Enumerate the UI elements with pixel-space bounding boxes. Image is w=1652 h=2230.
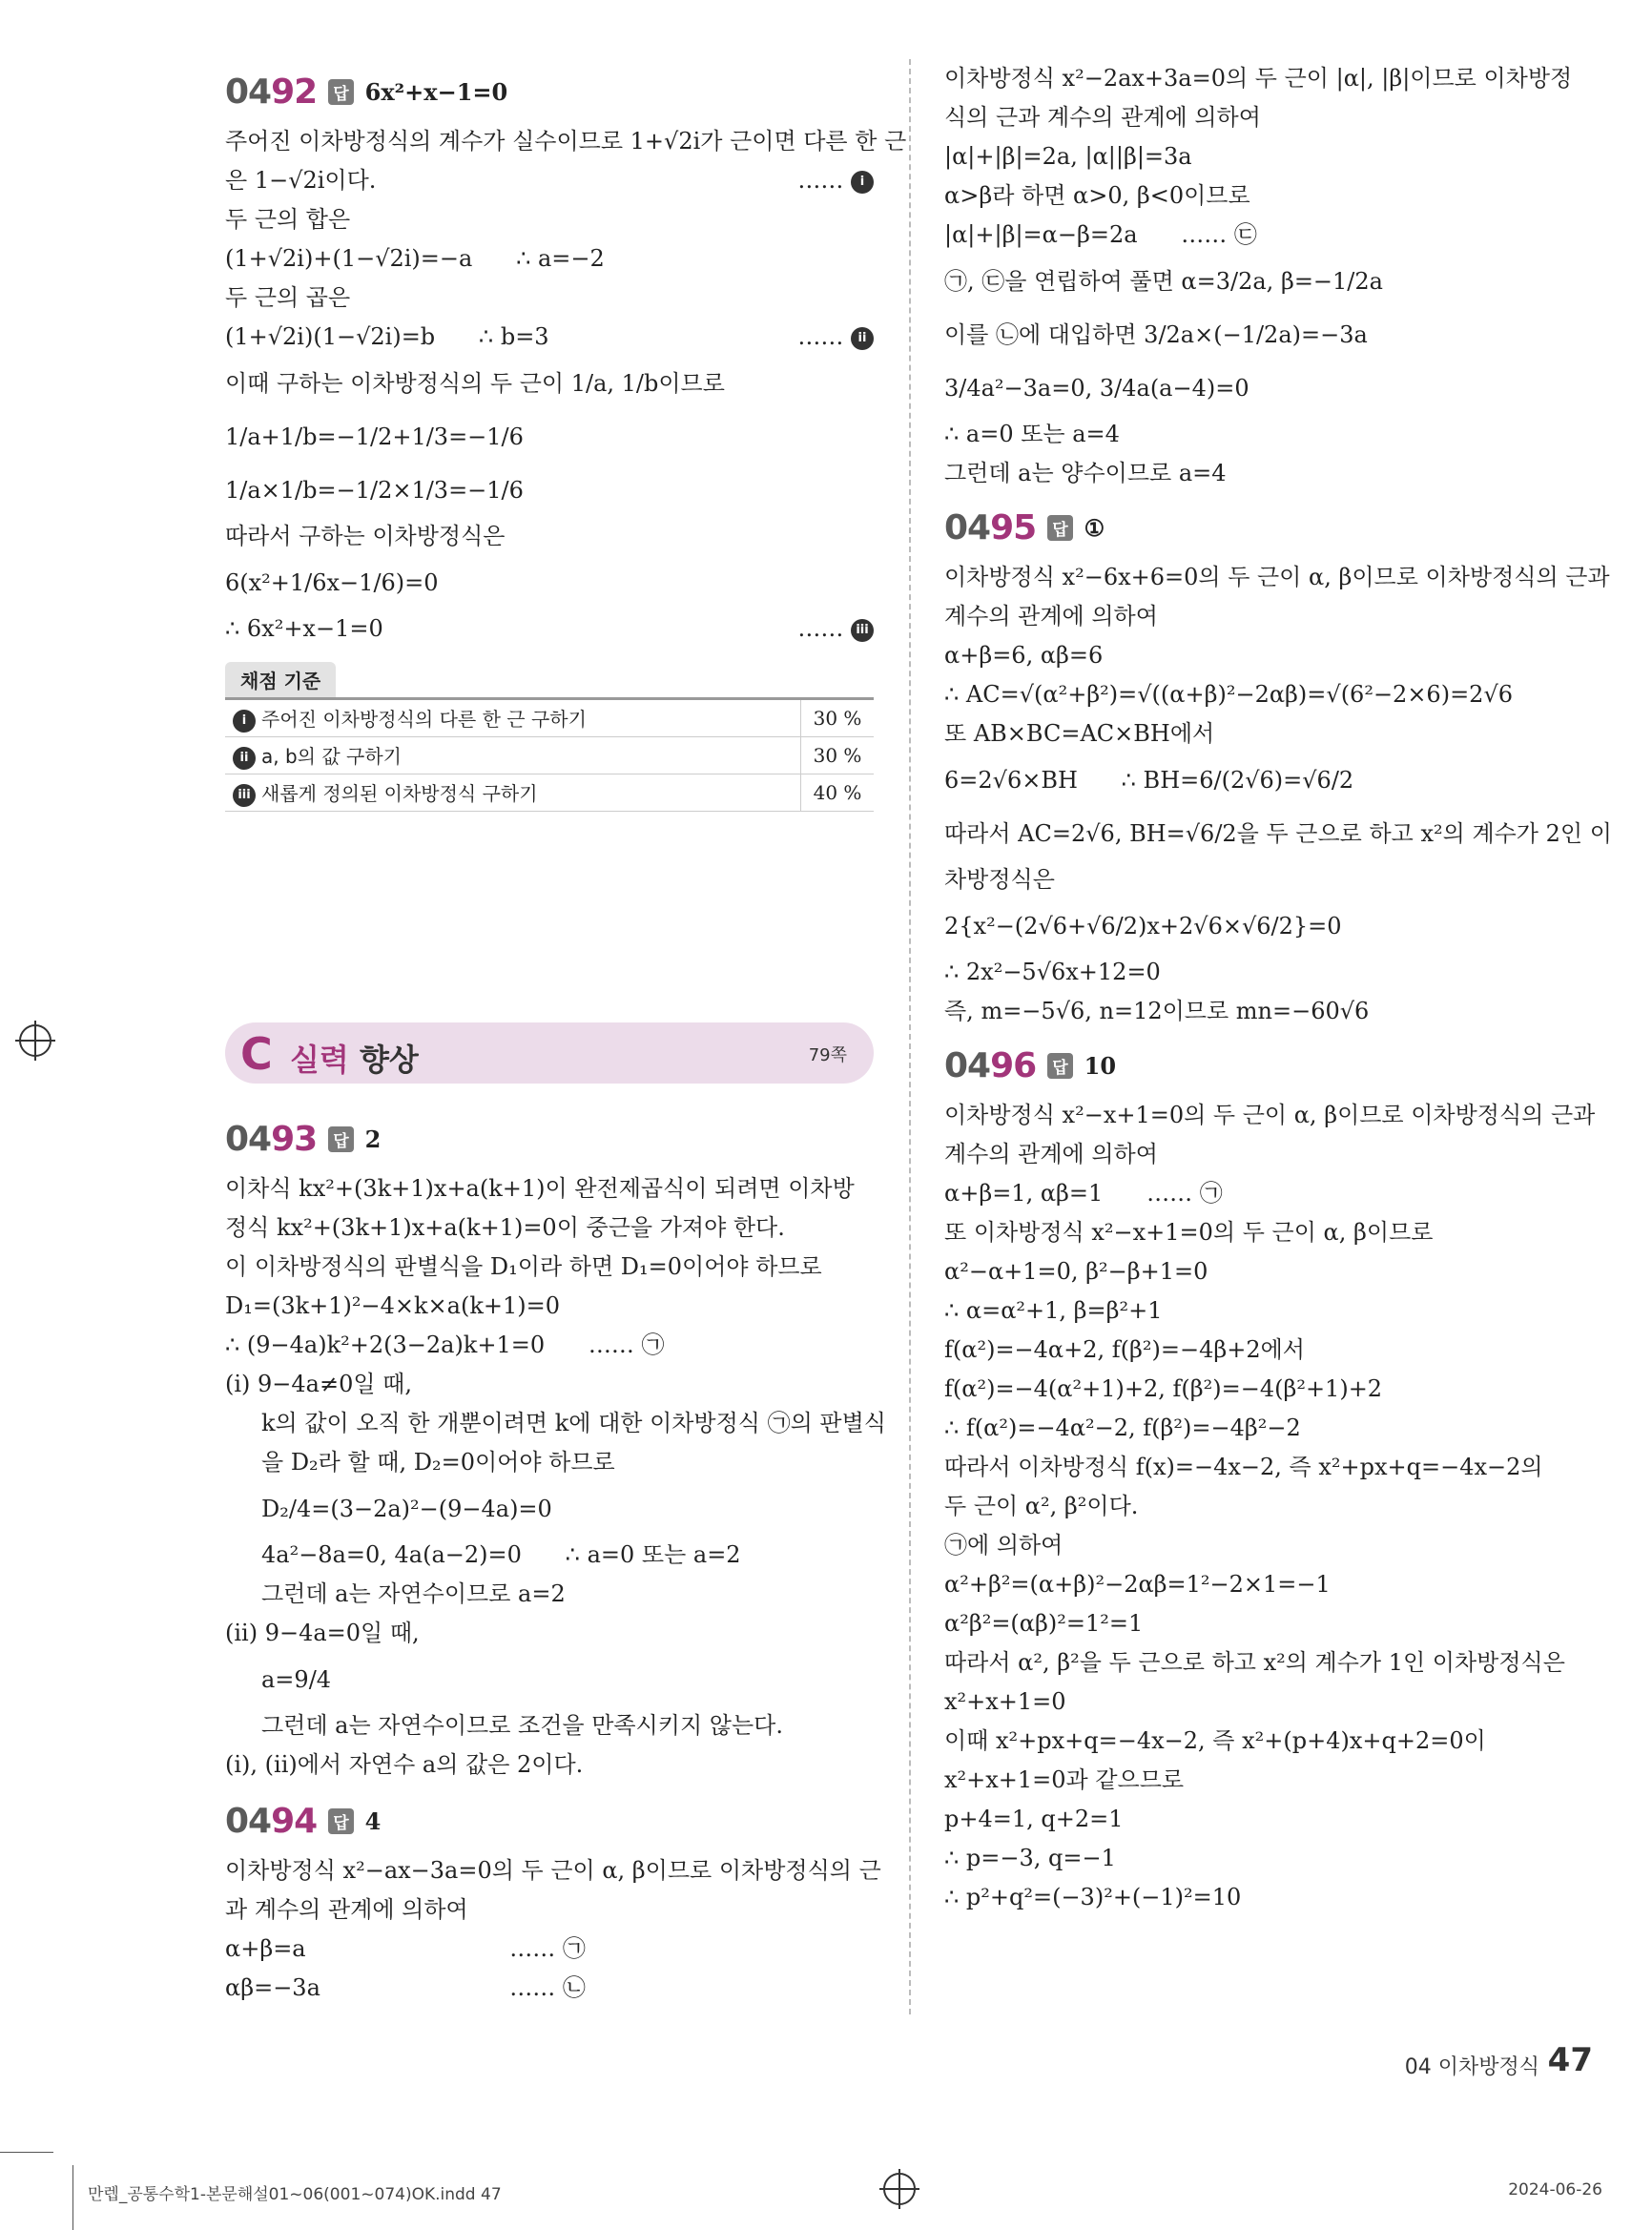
right-column xyxy=(944,59,1612,1917)
solution-text: αβ=−3a …… ㉡ xyxy=(225,1974,586,2001)
solution-line xyxy=(225,1443,874,1482)
problem-0493-solution xyxy=(225,1169,886,1785)
criterion-label: 새롭게 정의된 이차방정식 구하기 xyxy=(261,782,538,806)
solution-text: 주어진 이차방정식의 계수가 실수이므로 1+√2i가 근이면 다른 한 근 xyxy=(225,128,907,155)
answer-value: 4 xyxy=(364,1807,382,1835)
solution-text: 을 D₂라 할 때, D₂=0이어야 하므로 xyxy=(261,1449,615,1476)
solution-text: (i), (ii)에서 자연수 a의 값은 2이다. xyxy=(225,1751,584,1778)
grading-row xyxy=(225,699,874,737)
solution-line xyxy=(225,609,874,649)
solution-text: 이차방정식 x²−2ax+3a=0의 두 근이 |α|, |β|이므로 이차방정 xyxy=(944,65,1573,92)
solution-text: ∴ a=0 또는 a=4 xyxy=(944,421,1120,447)
step-marker: …… iii xyxy=(797,609,874,649)
left-column-lower xyxy=(225,1106,886,2008)
solution-line xyxy=(944,1370,1593,1409)
answer-tag: 답 xyxy=(1047,1053,1072,1079)
solution-text: ㉠에 의하여 xyxy=(944,1532,1063,1559)
solution-line xyxy=(944,1409,1593,1448)
solution-text: 이때 x²+px+q=−4x−2, 즉 x²+(p+4)x+q+2=0이 xyxy=(944,1727,1486,1754)
solution-text: ∴ α=α²+1, β=β²+1 xyxy=(944,1297,1163,1324)
solution-text: 1/a×1/b=−1/2×1/3=−1/6 xyxy=(225,477,524,504)
solution-text: 식의 근과 계수의 관계에 의하여 xyxy=(944,104,1261,131)
solution-line xyxy=(225,122,907,161)
chapter-label: 04 이차방정식 xyxy=(1404,2055,1539,2079)
grading-row xyxy=(225,774,874,812)
solution-text: α²+β²=(α+β)²−2αβ=1²−2×1=−1 xyxy=(944,1571,1331,1598)
solution-line xyxy=(225,1482,874,1536)
solution-line xyxy=(944,1643,1593,1683)
solution-line xyxy=(944,176,1593,216)
solution-line xyxy=(225,1890,874,1930)
grading-title: 채점 기준 xyxy=(225,662,336,697)
solution-line xyxy=(225,1653,874,1706)
solution-line xyxy=(944,1526,1593,1565)
solution-line xyxy=(944,1135,1593,1174)
solution-line xyxy=(225,1851,881,1890)
problem-0496-header xyxy=(944,1041,1593,1090)
section-page-ref: 79쪽 xyxy=(808,1045,847,1065)
crop-mark xyxy=(72,2165,73,2230)
solution-text: 은 1−√2i이다. xyxy=(225,167,377,194)
solution-text: α²−α+1=0, β²−β+1=0 xyxy=(944,1258,1208,1285)
solution-line xyxy=(944,714,1593,754)
solution-text: 즉, m=−5√6, n=12이므로 mn=−60√6 xyxy=(944,998,1370,1024)
problem-number: 0494 xyxy=(225,1801,318,1841)
criterion-label: 주어진 이차방정식의 다른 한 근 구하기 xyxy=(261,708,587,732)
solution-text: 2{x²−(2√6+√6/2)x+2√6×√6/2}=0 xyxy=(944,913,1342,939)
step-marker: …… ii xyxy=(797,318,874,357)
problem-number: 0492 xyxy=(225,72,318,112)
solution-line xyxy=(225,410,874,464)
answer-value: 10 xyxy=(1084,1051,1117,1080)
solution-line xyxy=(225,161,874,200)
solution-line xyxy=(944,255,1593,308)
solution-text: 이차식 kx²+(3k+1)x+a(k+1)이 완전제곱식이 되려면 이차방 xyxy=(225,1175,855,1202)
solution-text: ∴ AC=√(α²+β²)=√((α+β)²−2αβ)=√(6²−2×6)=2√6 xyxy=(944,681,1514,708)
solution-line xyxy=(225,1575,874,1614)
section-banner xyxy=(225,1022,874,1084)
registration-mark-left xyxy=(19,1024,52,1057)
solution-text: 따라서 α², β²을 두 근으로 하고 x²의 계수가 1인 이차방정식은 xyxy=(944,1649,1565,1676)
solution-text: D₁=(3k+1)²−4×k×a(k+1)=0 xyxy=(225,1292,560,1319)
column-divider xyxy=(909,59,911,2014)
answer-tag: 답 xyxy=(1047,515,1072,541)
solution-line xyxy=(944,953,1593,992)
grading-criterion xyxy=(225,774,801,812)
solution-text: 3/4a²−3a=0, 3/4a(a−4)=0 xyxy=(944,375,1249,402)
solution-text: α+β=a …… ㉠ xyxy=(225,1935,586,1962)
problem-0493-header xyxy=(225,1114,874,1164)
solution-line xyxy=(944,1096,1596,1135)
solution-line xyxy=(225,318,874,357)
step-number-badge: iii xyxy=(851,619,874,642)
solution-text: 또 AB×BC=AC×BH에서 xyxy=(944,720,1215,747)
solution-text: α+β=6, αβ=6 xyxy=(944,642,1104,669)
solution-text: 또 이차방정식 x²−x+1=0의 두 근이 α, β이므로 xyxy=(944,1219,1434,1246)
step-marker: …… i xyxy=(797,161,874,200)
solution-line xyxy=(944,361,1593,415)
solution-line xyxy=(944,454,1593,493)
solution-line xyxy=(225,464,874,517)
problem-number: 0495 xyxy=(944,507,1037,547)
answer-value: 6x²+x−1=0 xyxy=(364,77,508,106)
solution-text: 두 근의 곱은 xyxy=(225,284,351,311)
solution-text: |α|+|β|=α−β=2a …… ㉢ xyxy=(944,221,1257,248)
solution-text: 1/a+1/b=−1/2+1/3=−1/6 xyxy=(225,423,524,450)
solution-text: 이차방정식 x²−6x+6=0의 두 근이 α, β이므로 이차방정식의 근과 xyxy=(944,564,1610,590)
solution-text: ∴ f(α²)=−4α²−2, f(β²)=−4β²−2 xyxy=(944,1414,1301,1441)
solution-line xyxy=(225,1208,874,1248)
solution-line xyxy=(944,754,1593,807)
solution-line xyxy=(944,1448,1593,1487)
answer-tag: 답 xyxy=(328,79,353,105)
criterion-percent: 40 % xyxy=(801,774,875,812)
solution-text: 계수의 관계에 의하여 xyxy=(944,1141,1158,1167)
solution-line xyxy=(944,1839,1593,1878)
grading-row xyxy=(225,737,874,774)
solution-text: (i) 9−4a≠0일 때, xyxy=(225,1371,412,1397)
problem-number: 0493 xyxy=(225,1119,318,1159)
problem-0492-solution xyxy=(225,122,907,649)
step-number-badge: ii xyxy=(851,327,874,350)
solution-line xyxy=(944,1565,1593,1604)
solution-line xyxy=(944,675,1593,714)
solution-text: ㉠, ㉢을 연립하여 풀면 α=3/2a, β=−1/2a xyxy=(944,268,1383,295)
solution-text: x²+x+1=0과 같으므로 xyxy=(944,1766,1185,1793)
solution-text: 이 이차방정식의 판별식을 D₁이라 하면 D₁=0이어야 하므로 xyxy=(225,1253,822,1280)
solution-text: |α|+|β|=2a, |α||β|=3a xyxy=(944,143,1192,170)
solution-text: 정식 kx²+(3k+1)x+a(k+1)=0이 중근을 가져야 한다. xyxy=(225,1214,785,1241)
solution-text: ∴ 6x²+x−1=0 xyxy=(225,615,383,642)
solution-text: 그런데 a는 자연수이므로 a=2 xyxy=(261,1580,566,1607)
solution-line xyxy=(944,137,1593,176)
solution-line xyxy=(944,1331,1593,1370)
solution-text: 그런데 a는 자연수이므로 조건을 만족시키지 않는다. xyxy=(261,1712,783,1739)
solution-line xyxy=(944,1683,1593,1722)
print-filename: 만렙_공통수학1-본문해설01~06(001~074)OK.indd 47 xyxy=(88,2185,502,2204)
solution-line xyxy=(225,279,874,318)
problem-0495-solution xyxy=(944,558,1612,1031)
page-number: 47 xyxy=(1547,2041,1593,2079)
solution-line xyxy=(225,1706,874,1745)
answer-tag: 답 xyxy=(328,1126,353,1152)
step-number-badge: i xyxy=(233,710,256,733)
answer-value: ① xyxy=(1084,513,1105,542)
solution-line xyxy=(944,1722,1593,1761)
solution-line xyxy=(944,1174,1593,1213)
criterion-percent: 30 % xyxy=(801,699,875,737)
solution-line xyxy=(944,1213,1593,1252)
solution-line xyxy=(225,1248,874,1287)
solution-line xyxy=(944,597,1593,636)
solution-text: α>β라 하면 α>0, β<0이므로 xyxy=(944,182,1250,209)
solution-text: 이때 구하는 이차방정식의 두 근이 1/a, 1/b이므로 xyxy=(225,370,725,397)
solution-line xyxy=(225,200,874,239)
solution-line xyxy=(944,636,1593,675)
solution-text: 차방정식은 xyxy=(944,866,1055,893)
solution-line xyxy=(944,807,1612,860)
solution-text: D₂/4=(3−2a)²−(9−4a)=0 xyxy=(261,1496,552,1522)
solution-text: 따라서 이차방정식 f(x)=−4x−2, 즉 x²+px+q=−4x−2의 xyxy=(944,1454,1543,1480)
solution-line xyxy=(225,1365,874,1404)
solution-text: 6(x²+1/6x−1/6)=0 xyxy=(225,569,439,596)
solution-text: f(α²)=−4(α²+1)+2, f(β²)=−4(β²+1)+2 xyxy=(944,1375,1383,1402)
solution-text: 그런데 a는 양수이므로 a=4 xyxy=(944,460,1227,486)
solution-line xyxy=(944,1604,1593,1643)
solution-text: 6=2√6×BH ∴ BH=6/(2√6)=√6/2 xyxy=(944,767,1354,794)
solution-line xyxy=(944,1487,1593,1526)
answer-value: 2 xyxy=(364,1125,382,1153)
solution-line xyxy=(944,216,1593,255)
step-number-badge: iii xyxy=(233,784,256,807)
problem-0496-solution xyxy=(944,1096,1596,1917)
solution-text: (1+√2i)+(1−√2i)=−a ∴ a=−2 xyxy=(225,245,605,272)
solution-line xyxy=(944,899,1593,953)
grading-criterion xyxy=(225,737,801,774)
problem-0492-header xyxy=(225,67,874,116)
solution-line xyxy=(225,1745,874,1785)
solution-text: α²β²=(αβ)²=1²=1 xyxy=(944,1610,1144,1637)
solution-text: k의 값이 오직 한 개뿐이려면 k에 대한 이차방정식 ㉠의 판별식 xyxy=(261,1410,886,1436)
crop-mark xyxy=(0,2152,53,2153)
solution-line xyxy=(225,1287,874,1326)
problem-number: 0496 xyxy=(944,1045,1037,1085)
solution-text: p+4=1, q+2=1 xyxy=(944,1806,1124,1832)
solution-line xyxy=(944,1761,1593,1800)
solution-text: 이를 ㉡에 대입하면 3/2a×(−1/2a)=−3a xyxy=(944,321,1368,348)
solution-text: α+β=1, αβ=1 …… ㉠ xyxy=(944,1180,1223,1207)
solution-line xyxy=(944,992,1593,1031)
section-title: 실력 향상 xyxy=(290,1042,419,1078)
solution-text: 계수의 관계에 의하여 xyxy=(944,603,1158,630)
solution-line xyxy=(225,1930,874,1969)
solution-text: a=9/4 xyxy=(261,1666,332,1693)
solution-line xyxy=(944,308,1593,361)
criterion-percent: 30 % xyxy=(801,737,875,774)
grading-table xyxy=(225,697,874,812)
solution-line xyxy=(944,415,1593,454)
solution-line xyxy=(944,558,1610,597)
solution-line xyxy=(944,1252,1593,1291)
step-number-badge: i xyxy=(851,171,874,194)
solution-line xyxy=(225,1969,874,2008)
solution-text: ∴ (9−4a)k²+2(3−2a)k+1=0 …… ㉠ xyxy=(225,1332,665,1358)
problem-0494-header xyxy=(225,1796,874,1846)
solution-text: ∴ p²+q²=(−3)²+(−1)²=10 xyxy=(944,1884,1242,1910)
solution-text: (1+√2i)(1−√2i)=b ∴ b=3 xyxy=(225,323,549,350)
solution-line xyxy=(225,1536,874,1575)
problem-0494-solution-continued xyxy=(944,59,1593,493)
left-column xyxy=(225,59,907,812)
solution-line xyxy=(944,860,1593,899)
solution-line xyxy=(225,239,874,279)
problem-0495-header xyxy=(944,503,1593,552)
solution-line xyxy=(944,1878,1593,1917)
solution-line xyxy=(944,1291,1593,1331)
solution-text: 따라서 구하는 이차방정식은 xyxy=(225,523,506,549)
solution-line xyxy=(225,357,874,410)
solution-line xyxy=(225,556,874,609)
solution-text: f(α²)=−4α+2, f(β²)=−4β+2에서 xyxy=(944,1336,1305,1363)
solution-text: 두 근이 α², β²이다. xyxy=(944,1493,1139,1519)
solution-text: 따라서 AC=2√6, BH=√6/2을 두 근으로 하고 x²의 계수가 2인 이 xyxy=(944,820,1612,847)
solution-text: 4a²−8a=0, 4a(a−2)=0 ∴ a=0 또는 a=2 xyxy=(261,1541,741,1568)
step-number-badge: ii xyxy=(233,747,256,770)
solution-line xyxy=(225,1404,886,1443)
problem-0494-solution xyxy=(225,1851,881,2008)
print-date: 2024-06-26 xyxy=(1508,2180,1602,2199)
solution-line xyxy=(225,1326,874,1365)
answer-tag: 답 xyxy=(328,1808,353,1834)
criterion-label: a, b의 값 구하기 xyxy=(261,745,402,769)
solution-text: x²+x+1=0 xyxy=(944,1688,1066,1715)
section-letter: C xyxy=(240,1028,273,1080)
solution-text: 이차방정식 x²−ax−3a=0의 두 근이 α, β이므로 이차방정식의 근 xyxy=(225,1857,881,1884)
solution-text: (ii) 9−4a=0일 때, xyxy=(225,1620,420,1646)
solution-line xyxy=(225,1169,874,1208)
registration-mark-bottom xyxy=(883,2173,916,2205)
solution-line xyxy=(944,1800,1593,1839)
solution-line xyxy=(225,1614,874,1653)
grading-criterion xyxy=(225,699,801,737)
solution-line xyxy=(944,59,1593,98)
solution-text: ∴ 2x²−5√6x+12=0 xyxy=(944,959,1161,985)
solution-text: 과 계수의 관계에 의하여 xyxy=(225,1896,468,1923)
solution-text: ∴ p=−3, q=−1 xyxy=(944,1845,1116,1871)
solution-line xyxy=(944,98,1593,137)
solution-text: 두 근의 합은 xyxy=(225,206,351,233)
solution-text: 이차방정식 x²−x+1=0의 두 근이 α, β이므로 이차방정식의 근과 xyxy=(944,1102,1596,1128)
solution-line xyxy=(225,517,874,556)
